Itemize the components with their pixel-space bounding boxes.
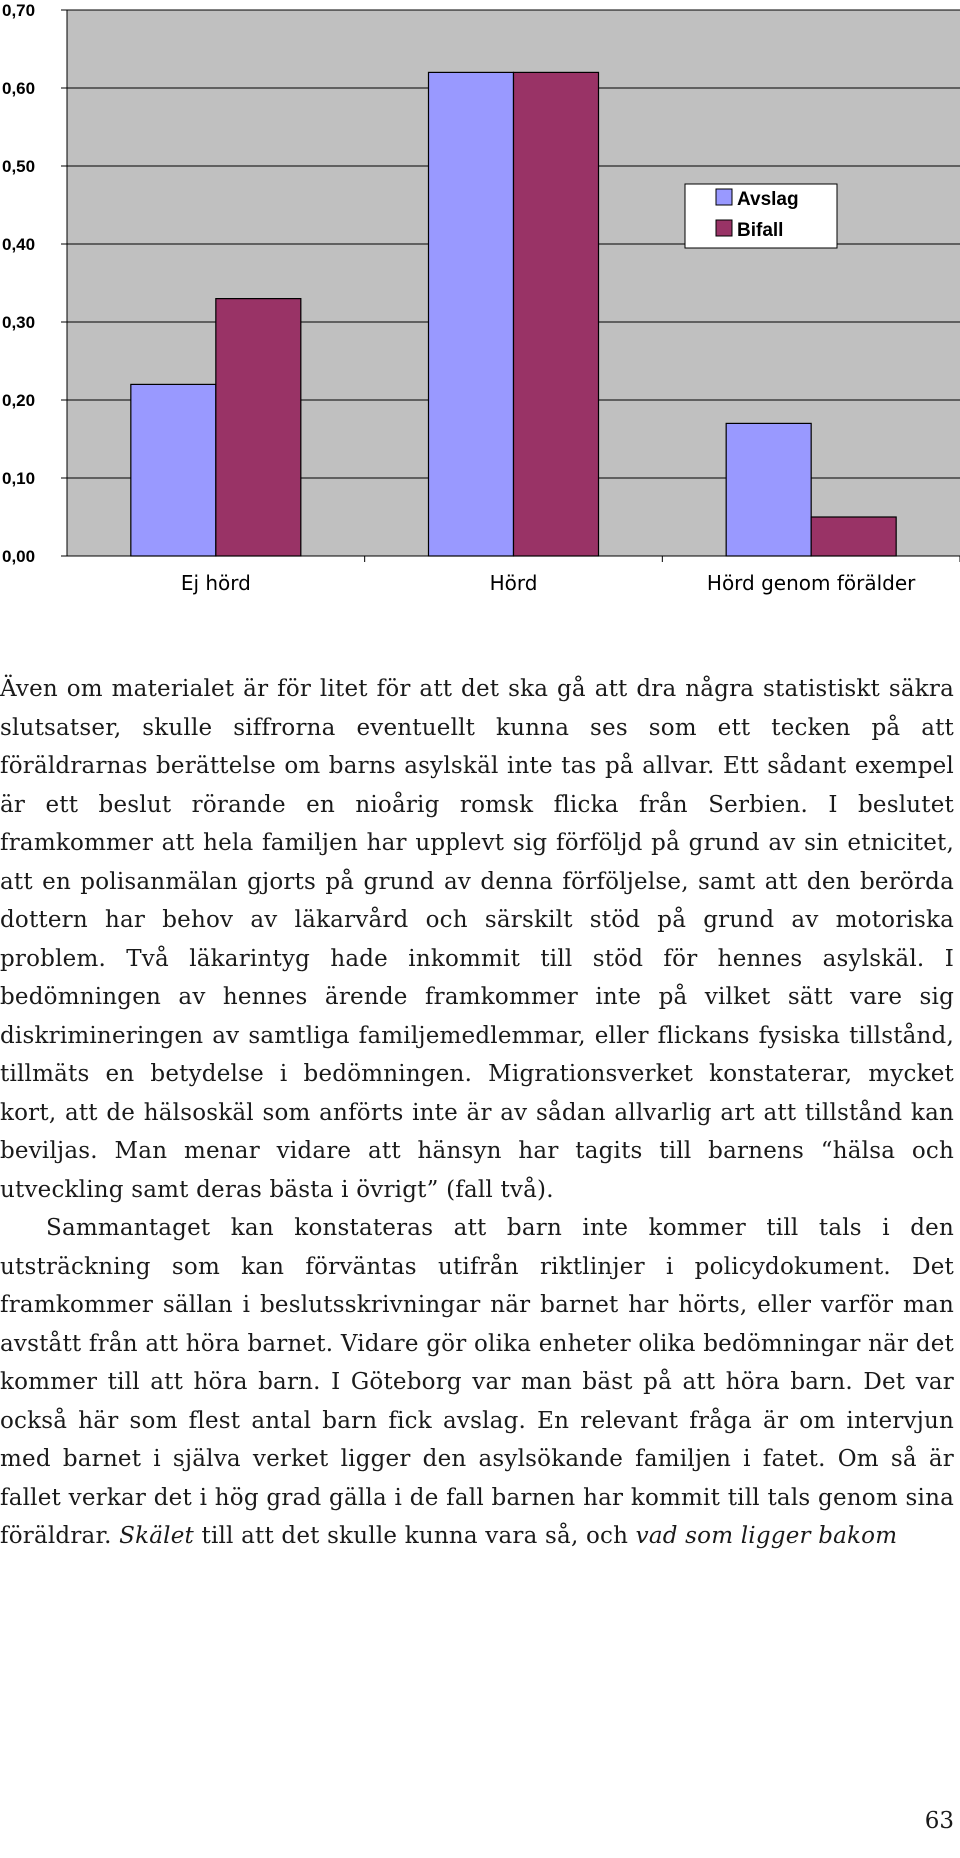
y-tick-label: 0,00: [2, 547, 36, 566]
legend-swatch: [716, 220, 732, 236]
bar-avslag: [429, 72, 514, 556]
text-segment: Sammantaget kan konstateras att barn inte kommer till tals i den utsträckning som kan förväntas utifrån riktlinjer i policydokument. Det framkommer sällan i beslutsskrivningar när barnet har hörts, eller varför man avstått från att höra barnet. Vidare gör olika enheter olika bedömningar när det kommer till att höra barn. I Göteborg var man bäst på att höra barn. Det var också här som flest antal barn fick avslag. En relevant fråga är om intervjun med barnet i själva verket ligger den asylsökande familjen i fatet. Om så är fallet verkar det i hög grad gälla i de fall barnen har kommit till tals genom sina föräldrar.: [0, 1215, 954, 1549]
y-tick-label: 0,70: [2, 1, 36, 20]
bar-avslag: [131, 384, 216, 556]
y-tick-label: 0,20: [2, 391, 36, 410]
paragraph: [0, 1209, 954, 1556]
legend-label: Bifall: [737, 220, 784, 241]
italic-text: vad som ligger bakom: [635, 1523, 898, 1549]
italic-text: Skälet: [119, 1523, 194, 1549]
bar-bifall: [216, 299, 301, 556]
paragraph: [0, 670, 954, 1209]
legend-label: Avslag: [737, 189, 799, 210]
legend: [685, 184, 837, 248]
y-tick-label: 0,30: [2, 313, 36, 332]
body-text: [0, 670, 954, 1556]
text-segment: till att det skulle kunna vara så, och: [193, 1523, 636, 1549]
y-tick-label: 0,60: [2, 79, 36, 98]
x-category-label: Hörd: [489, 571, 538, 595]
x-axis-categories: [181, 556, 960, 595]
bar-bifall: [514, 72, 599, 556]
y-tick-label: 0,10: [2, 469, 36, 488]
bar-chart: [0, 0, 960, 620]
bar-avslag: [726, 423, 811, 556]
y-tick-label: 0,40: [2, 235, 36, 254]
y-tick-label: 0,50: [2, 157, 36, 176]
legend-swatch: [716, 189, 732, 205]
bar-bifall: [811, 517, 896, 556]
text-segment: Även om materialet är för litet för att det ska gå att dra några statistiskt säkra slutsatser, skulle siffrorna eventuellt kunna ses som ett tecken på att föräldrarnas berättelse om barns asylskäl inte tas på allvar. Ett sådant exempel är ett beslut rörande en nioårig romsk flicka från Serbien. I beslutet framkommer att hela familjen har upplevt sig förföljd på grund av sin etnicitet, att en polisanmälan gjorts på grund av denna förföljelse, samt att den berörda dottern har behov av läkarvård och särskilt stöd på grund av motoriska problem. Två läkarintyg hade inkommit till stöd för hennes asylskäl. I bedömningen av hennes ärende framkommer inte på vilket sätt vare sig diskrimineringen av samtliga familjemedlemmar, eller flickans fysiska tillstånd, tillmäts en betydelse i bedömningen. Migrationsverket konstaterar, mycket kort, att de hälsoskäl som anförts inte är av sådan allvarlig art att tillstånd kan beviljas. Man menar vidare att hänsyn har tagits till barnens “hälsa och utveckling samt deras bästa i övrigt” (fall två).: [0, 676, 954, 1203]
page-number: 63: [924, 1808, 954, 1834]
x-category-label: Ej hörd: [180, 571, 251, 595]
x-category-label: Hörd genom förälder: [706, 571, 916, 595]
